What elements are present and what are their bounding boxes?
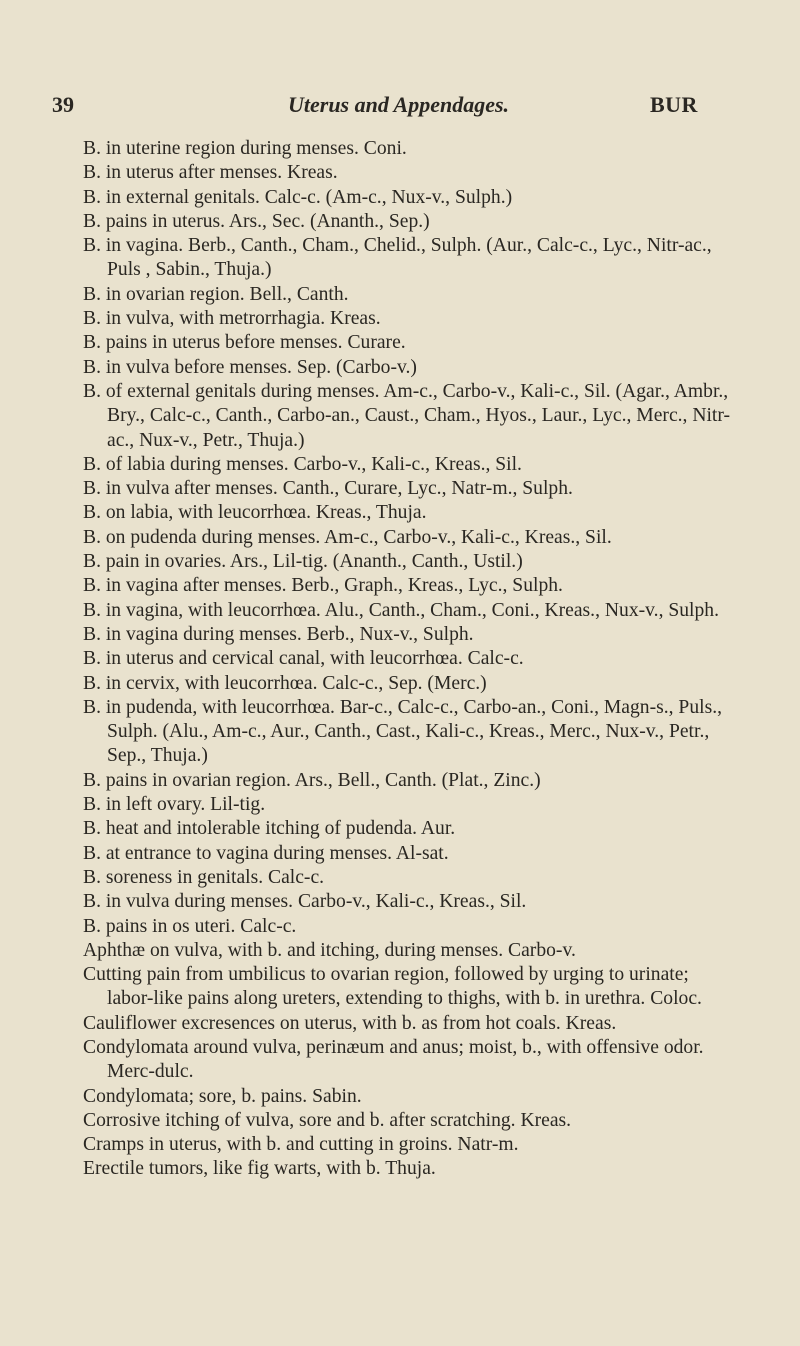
- page-number: 39: [52, 92, 74, 117]
- entry: B. in external genitals. Calc-c. (Am-c., Nux-v., Sulph.): [83, 186, 513, 208]
- entry: Condylomata around vulva, perinæum and anus; moist, b., with offensive odor. Merc-dulc.: [83, 1036, 704, 1083]
- entry: B. in vulva, with metrorrhagia. Kreas.: [83, 308, 381, 330]
- entry: B. in vagina during menses. Berb., Nux-v., Sulph.: [83, 623, 474, 645]
- page-header: [0, 92, 800, 122]
- entry: B. in cervix, with leucorrhœa. Calc-c., Sep. (Merc.): [83, 672, 487, 694]
- entry: B. in vagina. Berb., Canth., Cham., Chelid., Sulph. (Aur., Calc-c., Lyc., Nitr-ac., Puls , Sabin., Thuja.): [83, 235, 712, 281]
- entry: Condylomata; sore, b. pains. Sabin.: [83, 1085, 362, 1107]
- entry: B. in uterus after menses. Kreas.: [83, 162, 338, 184]
- entry: B. pain in ovaries. Ars., Lil-tig. (Ananth., Canth., Ustil.): [83, 551, 523, 573]
- entry: Aphthæ on vulva, with b. and itching, during menses. Carbo-v.: [83, 939, 576, 961]
- entry: Erectile tumors, like fig warts, with b. Thuja.: [83, 1158, 436, 1180]
- entry: B. in vulva during menses. Carbo-v., Kali-c., Kreas., Sil.: [83, 891, 527, 913]
- entry: Cutting pain from umbilicus to ovarian region, followed by urging to urinate; labor-like pains along ureters, extending to thighs, with b. in urethra. Coloc.: [83, 964, 702, 1010]
- entry: Cramps in uterus, with b. and cutting in groins. Natr-m.: [83, 1134, 519, 1156]
- entry-list: [83, 137, 733, 1182]
- entry: B. of labia during menses. Carbo-v., Kali-c., Kreas., Sil.: [83, 453, 522, 475]
- entry: B. in vulva after menses. Canth., Curare, Lyc., Natr-m., Sulph.: [83, 478, 573, 500]
- entry: B. in pudenda, with leucorrhœa. Bar-c., Calc-c., Carbo-an., Coni., Magn-s., Puls., Sulph. (Alu., Am-c., Aur., Canth., Cast., Kali-c., Kreas., Merc., Nux-v., Petr., Sep., Thuja.): [83, 696, 722, 767]
- entry: B. in vulva before menses. Sep. (Carbo-v.): [83, 356, 417, 378]
- entry: B. pains in ovarian region. Ars., Bell., Canth. (Plat., Zinc.): [83, 769, 541, 791]
- entry: B. of external genitals during menses. Am-c., Carbo-v., Kali-c., Sil. (Agar., Ambr., Bry., Calc-c., Canth., Carbo-an., Caust., Cham., Hyos., Laur., Lyc., Merc., Nitr-ac., Nux-v., Petr., Thuja.): [83, 380, 731, 451]
- entry: B. in vagina after menses. Berb., Graph., Kreas., Lyc., Sulph.: [83, 575, 563, 597]
- entry: B. pains in uterus before menses. Curare.: [83, 332, 406, 354]
- entry: B. at entrance to vagina during menses. Al-sat.: [83, 842, 449, 864]
- entry: B. on labia, with leucorrhœa. Kreas., Thuja.: [83, 502, 427, 524]
- entry: B. in vagina, with leucorrhœa. Alu., Canth., Cham., Coni., Kreas., Nux-v., Sulph.: [83, 599, 719, 621]
- running-title: Uterus and Appendages.: [288, 92, 510, 117]
- entry: B. in ovarian region. Bell., Canth.: [83, 283, 349, 305]
- entry: B. on pudenda during menses. Am-c., Carbo-v., Kali-c., Kreas., Sil.: [83, 526, 612, 548]
- guide-word: BUR: [650, 92, 698, 117]
- entry: B. heat and intolerable itching of pudenda. Aur.: [83, 818, 456, 840]
- entry: B. in uterine region during menses. Coni.: [83, 138, 407, 159]
- entry: Cauliflower excresences on uterus, with b. as from hot coals. Kreas.: [83, 1012, 617, 1034]
- entry: B. in uterus and cervical canal, with leucorrhœa. Calc-c.: [83, 648, 524, 670]
- entry: B. pains in uterus. Ars., Sec. (Ananth., Sep.): [83, 210, 430, 232]
- entry: B. in left ovary. Lil-tig.: [83, 794, 266, 816]
- entry: B. soreness in genitals. Calc-c.: [83, 866, 325, 888]
- entry: B. pains in os uteri. Calc-c.: [83, 915, 297, 937]
- entry: Corrosive itching of vulva, sore and b. after scratching. Kreas.: [83, 1109, 572, 1131]
